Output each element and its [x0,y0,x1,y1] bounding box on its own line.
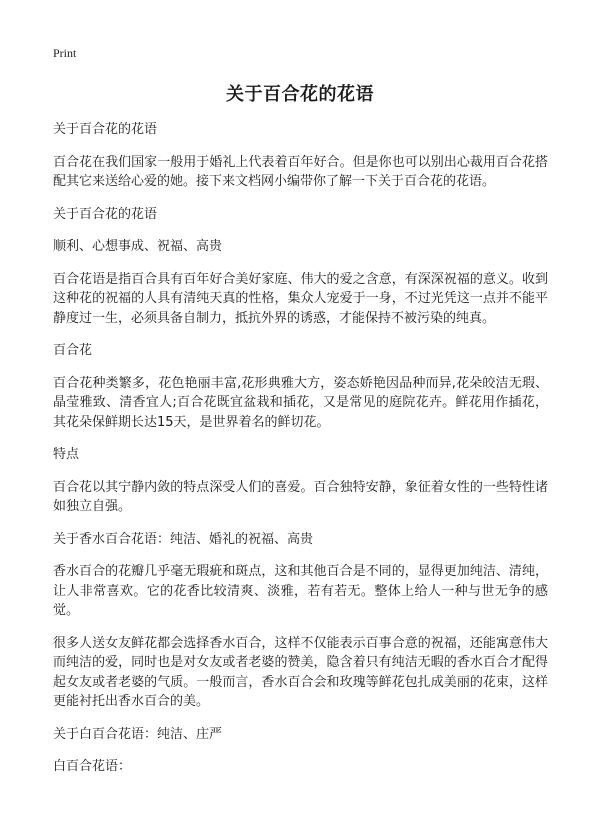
intro-paragraph: 百合花在我们国家一般用于婚礼上代表着百年好合。但是你也可以别出心裁用百合花搭配其它来送给心爱的她。接下来文档网小编带你了解一下关于百合花的花语。 [53,154,548,189]
flower-meaning-keywords: 顺利、心想事成、祝福、高贵 [53,239,223,254]
section-heading: 关于百合花的花语 [53,122,158,137]
section-heading: 白百合花语： [53,759,132,774]
section-heading: 关于白百合花语：纯洁、庄严 [53,726,223,742]
section-heading: 关于香水百合花语：纯洁、婚礼的祝福、高贵 [53,531,314,547]
section-heading: 百合花 [53,343,93,358]
body-paragraph: 香水百合的花瓣几乎毫无瑕疵和斑点，这和其他百合是不同的，显得更加纯洁、清纯，让人非常喜欢。它的花香比较清爽、淡雅，若有若无。整体上给人一种与世无争的感觉。 [53,564,548,618]
body-paragraph: 百合花以其宁静内敛的特点深受人们的喜爱。百合独特安静，象征着女性的一些特性诸如独立自强。 [53,479,548,514]
document-body [53,120,548,790]
body-paragraph: 很多人送女友鲜花都会选择香水百合，这样不仅能表示百事合意的祝福，还能寓意伟大而纯洁的爱，同时也是对女友或者老婆的赞美，隐含着只有纯洁无暇的香水百合才配得起女友或者老婆的气质。一般而言，香水百合会和玫瑰等鲜花包扎成美丽的花束，这样更能衬托出香水百合的美。 [53,635,548,709]
body-paragraph: 百合花语是指百合具有百年好合美好家庭、伟大的爱之含意，有深深祝福的意义。收到这种花的祝福的人具有清纯天真的性格，集众人宠爱于一身，不过光凭这一点并不能平静度过一生，必须具备自制力，抵抗外界的诱惑，才能保持不被污染的纯真。 [53,271,548,326]
print-link[interactable]: Print [53,46,77,60]
section-heading: 关于百合花的花语 [53,206,158,222]
section-heading: 特点 [53,447,80,462]
body-paragraph: 百合花种类繁多，花色艳丽丰富,花形典雅大方，姿态娇艳因品种而异,花朵皎洁无瑕、晶莹雅致、清香宜人;百合花既宜盆栽和插花，又是常见的庭院花卉。鲜花用作插花，其花朵保鲜期长达15天，是世界着名的鲜切花。 [53,375,548,430]
document-title: 关于百合花的花语 [226,84,374,105]
